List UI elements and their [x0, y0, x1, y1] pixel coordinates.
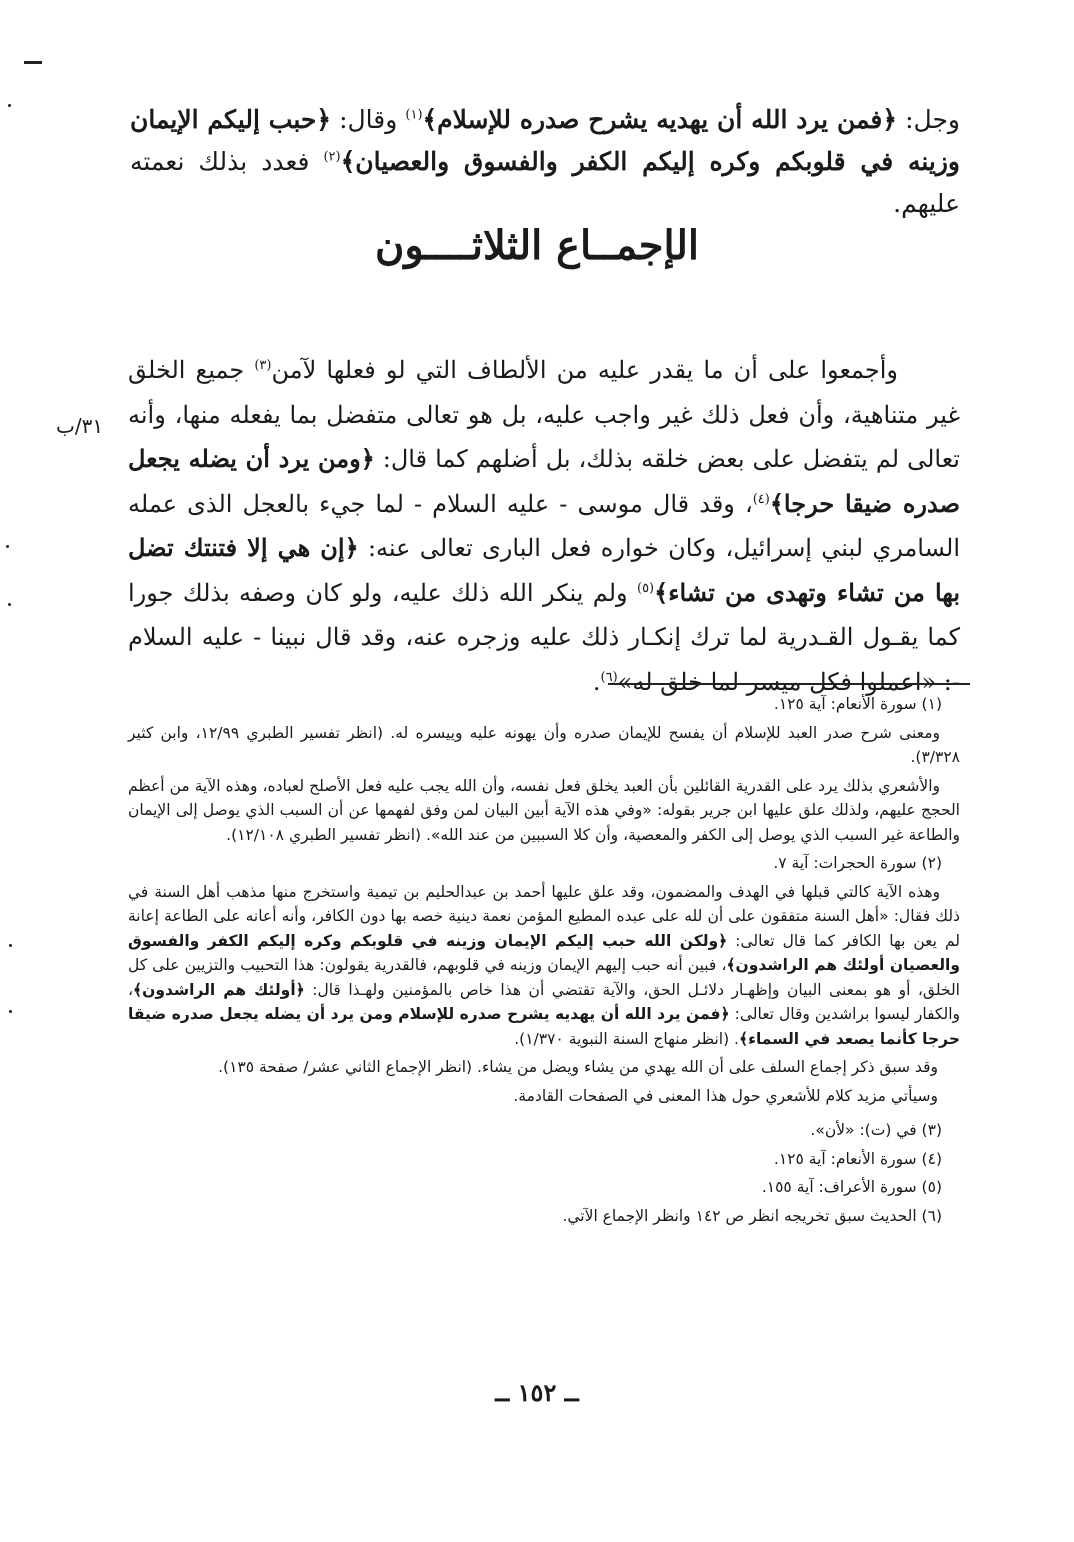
footnote-1-commentary: والأشعري بذلك يرد على القدرية القائلين بأن العبد يخلق فعل نفسه، وأن الله يجب عليه فعل الأصلح لعباده، وهذه الآية من أعظم الحجج عليهم، ولذلك علق عليها ابن جرير بقوله: «وفي هذه الآية أبين البيان لمن وفق لفهمها عن أن السبب الذي يوصل إلى الإيمان والطاعة غير السبب الذي يوصل إلى الكفر والمعصية، وأن كلا السببين من عند الله». (انظر تفسير الطبري ١٢/١٠٨).	[128, 776, 960, 844]
text: ولم ينكر الله ذلك عليه، ولو كان وصفه بذلك جورا كما يقـول القـدرية لما ترك إنكـار ذلك عليه وزجره عنه، وقد قال نبينا - عليه السلام -: «اعملوا فكل ميسر لما خلق له»	[128, 578, 960, 696]
main-paragraph	[128, 348, 960, 704]
text: .	[592, 667, 601, 696]
footnote-ref: (٢)	[323, 149, 341, 165]
opening-paragraph	[130, 99, 960, 225]
footnotes	[128, 692, 960, 1232]
edge-mark	[8, 603, 11, 606]
text: ، وقد قال موسى - عليه السلام - لما جيء بالعجل الذى عمله السامري لبني إسرائيل، وكان خواره فعل البارى تعالى عنه:	[128, 489, 961, 562]
scan-mark	[24, 61, 42, 64]
quran-quote: ﴿ولكن الله حبب إليكم الإيمان وزينه في قلوبكم وكره إليكم الكفر والفسوق والعصيان أولئك هم الراشدون﴾	[128, 931, 960, 974]
quran-quote: ﴿فمن يرد الله أن يهديه يشرح صدره للإسلام﴾	[422, 105, 898, 134]
footnote-5: (٥) سورة الأعراف: آية ١٥٥.	[761, 1178, 942, 1196]
text: . (انظر منهاج السنة النبوية ١/٣٧٠).	[514, 1029, 739, 1048]
page-number: ــ ١٥٢ ــ	[495, 1378, 579, 1407]
quran-quote: ﴿حبب إليكم الإيمان وزينه في قلوبكم وكره إليكم الكفر والفسوق والعصيان﴾	[130, 105, 960, 176]
footnote-2: (٢) سورة الحجرات: آية ٧.	[773, 854, 942, 872]
manuscript-folio-note: ٣١/ب	[56, 414, 104, 438]
section-heading: الإجمــاع الثلاثــــون	[374, 222, 700, 269]
text: وأجمعوا على أن ما يقدر عليه من الألطاف التي لو فعلها لآمن	[271, 356, 898, 384]
footnote-4: (٤) سورة الأنعام: آية ١٢٥.	[773, 1149, 942, 1168]
quran-quote: ﴿فمن يرد الله أن يهديه يشرح صدره للإسلام ومن يرد أن يضله يجعل صدره ضيقا حرجا كأنما يصعد في السماء﴾	[128, 1005, 960, 1048]
footnote-6: (٦) الحديث سبق تخريجه انظر ص ١٤٢ وانظر الإجماع الآتي.	[562, 1206, 942, 1225]
text: وقال:	[331, 105, 406, 134]
text: فعدد بذلك نعمته عليهم.	[130, 147, 960, 218]
footnote-ref: (١)	[405, 107, 423, 123]
quran-quote: ﴿إن هي إلا فتنتك تضل بها من تشاء وتهدى من تشاء﴾	[128, 533, 961, 607]
footnote-2-commentary: وسيأتي مزيد كلام للأشعري حول هذا المعنى في الصفحات القادمة.	[513, 1086, 938, 1105]
text: وهذه الآية كالتي قبلها في الهدف والمضمون، وقد علق عليها أحمد بن عبدالحليم بن تيمية واستخرج منها مذهب أهل السنة في ذلك فقال: «أهل السنة متفقون على أن لله على عبده المطيع المؤمن نعمة دينية خصه بها دون الكافر، وأنه أعانه على الطاعة إعانة لم يعن بها الكافر كما قال تعالى:	[128, 882, 960, 950]
edge-mark	[8, 104, 11, 107]
footnote-ref: (٥)	[636, 580, 655, 596]
footnote-1-commentary: ومعنى شرح صدر العبد للإسلام أن يفسح للإيمان صدره وأن يهونه عليه وييسره له. (انظر تفسير الطبري ١٢/٩٩، وابن كثير ٣/٣٢٨).	[128, 723, 960, 766]
footnote-1: (١) سورة الأنعام: آية ١٢٥.	[773, 695, 942, 713]
footnote-ref: (٣)	[254, 358, 272, 373]
edge-mark	[6, 545, 9, 548]
edge-mark	[9, 944, 12, 947]
footnote-2-commentary: وقد سبق ذكر إجماع السلف على أن الله يهدي من يشاء ويضل من يشاء. (انظر الإجماع الثاني عشر/ صفحة ١٣٥).	[218, 1058, 938, 1076]
footnote-3: (٣) في (ت): «لأن».	[810, 1121, 942, 1139]
text: ، والكفار ليسوا براشدين وقال تعالى:	[128, 980, 960, 1023]
footnote-divider	[608, 683, 970, 685]
footnote-ref: (٦)	[600, 669, 618, 685]
footnote-ref: (٤)	[752, 491, 770, 507]
footnote-2-commentary	[128, 880, 960, 1052]
quran-quote: ﴿ومن يرد أن يضله يجعل صدره ضيقا حرجا﴾	[128, 444, 960, 518]
text: ، فبين أنه حبب إليهم الإيمان وزينه في قلوبهم، فالقدرية يقولون: هذا التحبيب والتزيين على كل الخلق، أو هو بمعنى البيان وإظهـار دلائـل الحق، والآية تقتضي أن هذا خاص بالمؤمنين ولهـذا قال:	[128, 956, 960, 999]
quran-quote: ﴿أولئك هم الراشدون﴾	[133, 980, 305, 999]
text: جميع الخلق غير متناهية، وأن فعل ذلك غير واجب عليه، بل هو تعالى متفضل بما يفعله منها، وأنه تعالى لم يتفضل على بعض خلقه بذلك، بل أضلهم كما قال:	[128, 356, 960, 473]
edge-mark	[9, 1010, 12, 1013]
text: وجل:	[897, 105, 960, 134]
